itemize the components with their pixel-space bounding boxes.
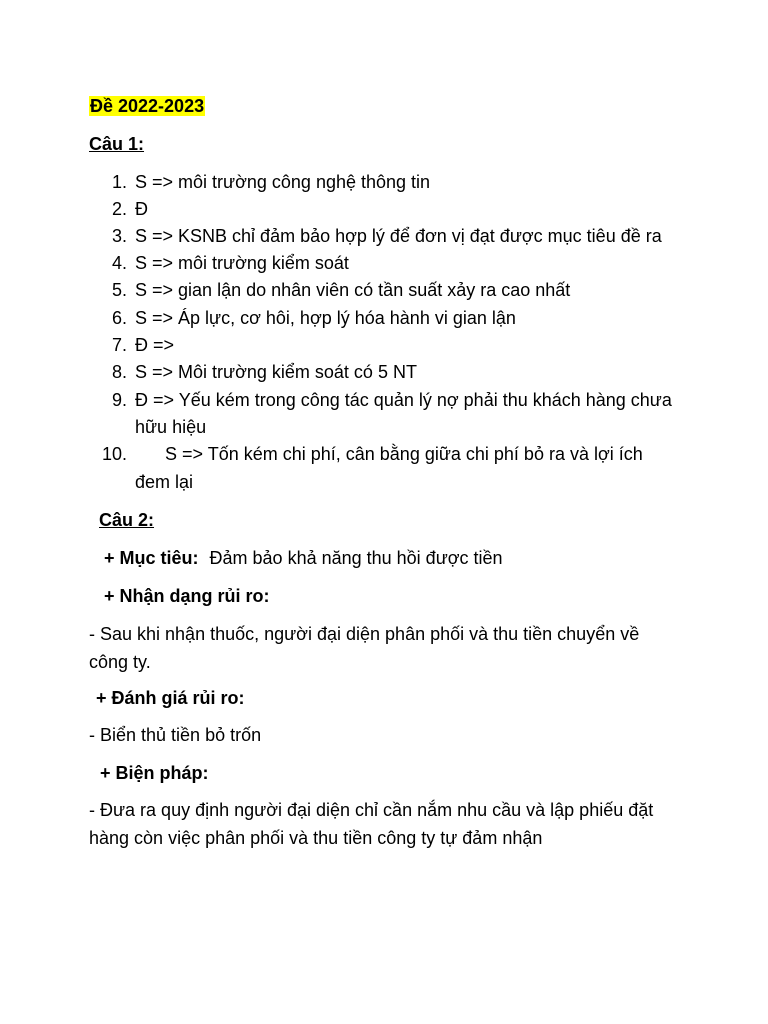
- list-item: 6. S => Áp lực, cơ hôi, hợp lý hóa hành vi gian lận: [111, 308, 516, 328]
- muc-tieu-line: [104, 545, 503, 572]
- list-item: 9. Đ => Yếu kém trong công tác quản lý nợ phải thu khách hàng chưa: [111, 390, 672, 410]
- nhan-dang-line: - Sau khi nhận thuốc, người đại diện phân phối và thu tiền chuyển về: [89, 624, 640, 644]
- cau1-heading: Câu 1:: [89, 134, 145, 154]
- bien-phap-line: - Đưa ra quy định người đại diện chỉ cần nắm nhu cầu và lập phiếu đặt: [89, 800, 654, 820]
- nhan-dang-line: công ty.: [89, 652, 151, 672]
- nhan-dang-label: + Nhận dạng rủi ro:: [104, 586, 270, 606]
- muc-tieu-label: + Mục tiêu:: [104, 548, 199, 568]
- danh-gia-text: - Biển thủ tiền bỏ trốn: [89, 725, 262, 745]
- list-item: 10. S => Tốn kém chi phí, cân bằng giữa chi phí bỏ ra và lợi ích: [101, 444, 643, 464]
- list-item: 4. S => môi trường kiểm soát: [111, 253, 349, 273]
- list-item: 2. Đ: [111, 199, 148, 219]
- danh-gia-label: + Đánh giá rủi ro:: [96, 688, 245, 708]
- list-item: 5. S => gian lận do nhân viên có tần suất xảy ra cao nhất: [111, 280, 571, 300]
- exam-title: [89, 93, 205, 120]
- bien-phap-line: hàng còn việc phân phối và thu tiền công ty tự đảm nhận: [89, 828, 543, 848]
- list-item: 8. S => Môi trường kiểm soát có 5 NT: [111, 362, 417, 382]
- list-item: 7. Đ =>: [111, 335, 175, 355]
- list-item-continuation: đem lại: [135, 472, 194, 492]
- exam-title-text: Đề 2022-2023: [90, 96, 205, 116]
- cau2-heading: Câu 2:: [99, 510, 155, 530]
- list-item: 1. S => môi trường công nghệ thông tin: [111, 172, 431, 192]
- bien-phap-label: + Biện pháp:: [100, 763, 209, 783]
- list-item: 3. S => KSNB chỉ đảm bảo hợp lý để đơn vị đạt được mục tiêu đề ra: [111, 226, 662, 246]
- muc-tieu-text: Đảm bảo khả năng thu hồi được tiền: [209, 548, 503, 568]
- list-item-continuation: hữu hiệu: [135, 417, 207, 437]
